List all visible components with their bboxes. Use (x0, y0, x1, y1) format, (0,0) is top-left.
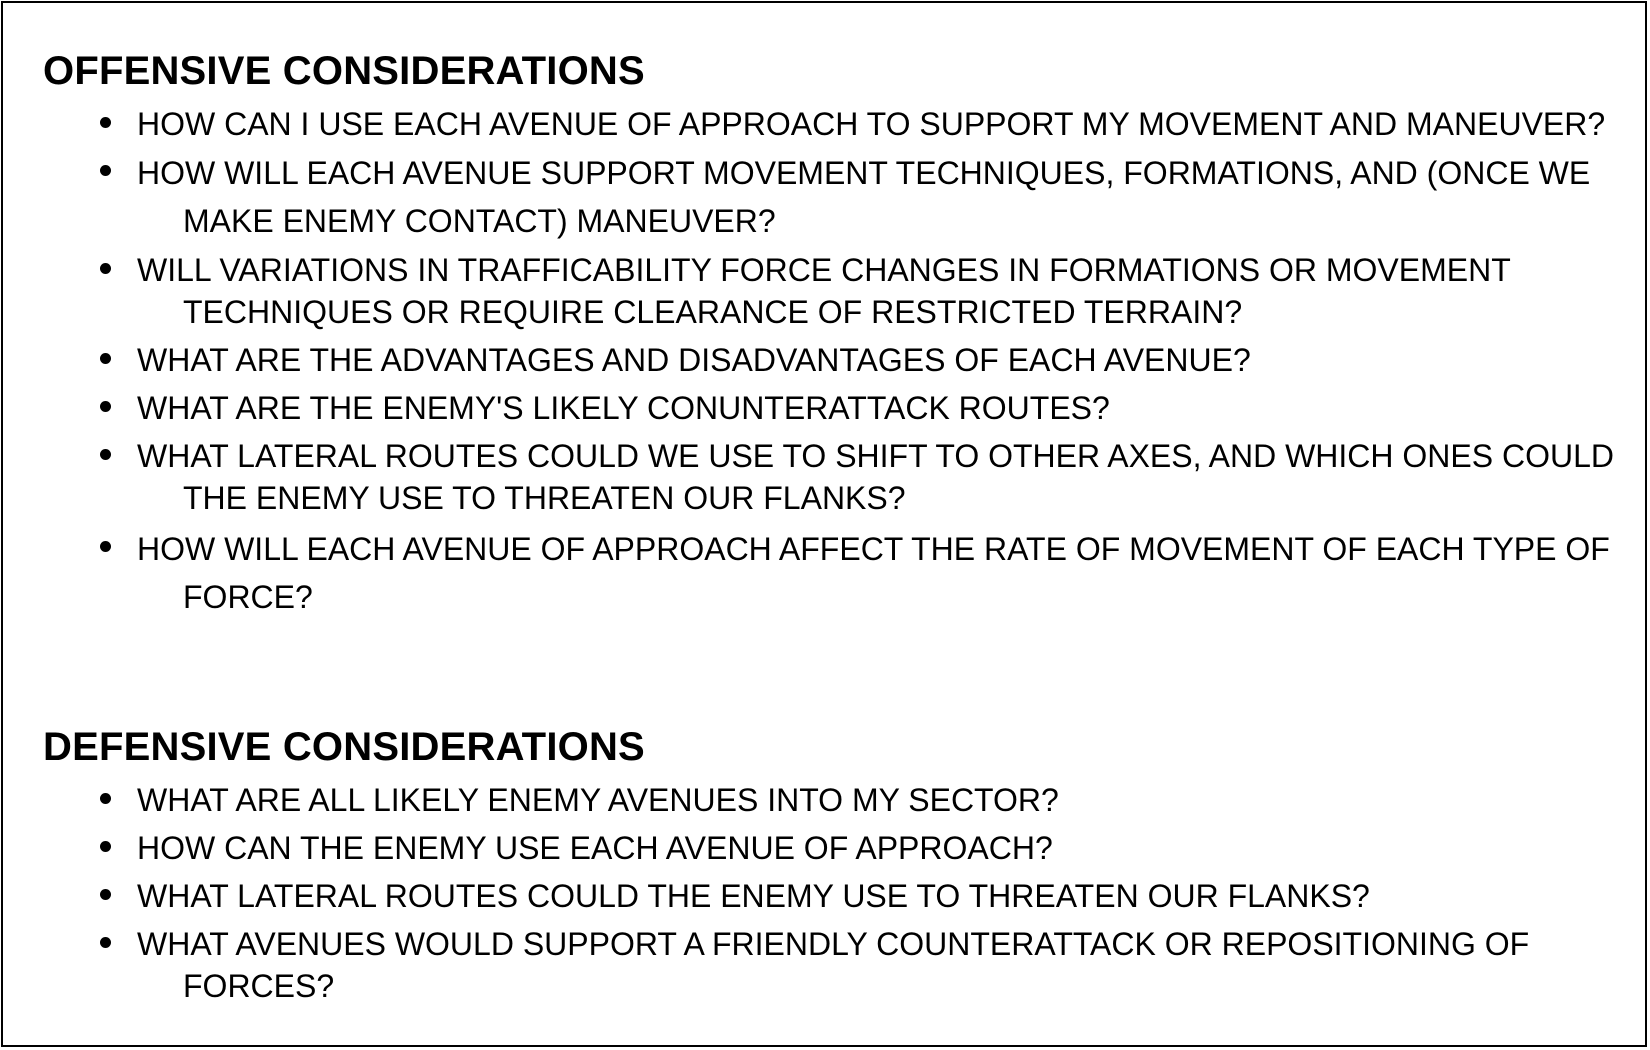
defensive-item: WHAT AVENUES WOULD SUPPORT A FRIENDLY COUNTERATTACK OR REPOSITIONING OF FORCES? (43, 923, 1625, 1007)
bullet-icon (100, 841, 111, 852)
bullet-icon (100, 165, 111, 176)
bullet-icon (100, 889, 111, 900)
defensive-item: WHAT LATERAL ROUTES COULD THE ENEMY USE TO THREATEN OUR FLANKS? (43, 875, 1625, 917)
offensive-item: WILL VARIATIONS IN TRAFFICABILITY FORCE CHANGES IN FORMATIONS OR MOVEMENT TECHNIQUES OR REQUIRE CLEARANCE OF RESTRICTED TERRAIN? (43, 249, 1625, 333)
defensive-list (43, 779, 1625, 1007)
offensive-item: WHAT LATERAL ROUTES COULD WE USE TO SHIFT TO OTHER AXES, AND WHICH ONES COULD THE ENEMY USE TO THREATEN OUR FLANKS? (43, 435, 1625, 519)
bullet-icon (100, 937, 111, 948)
offensive-item: HOW CAN I USE EACH AVENUE OF APPROACH TO SUPPORT MY MOVEMENT AND MANEUVER? (43, 103, 1625, 145)
defensive-item: HOW CAN THE ENEMY USE EACH AVENUE OF APPROACH? (43, 827, 1625, 869)
offensive-item: HOW WILL EACH AVENUE OF APPROACH AFFECT THE RATE OF MOVEMENT OF EACH TYPE OF FORCE? (43, 525, 1625, 621)
bullet-icon (100, 449, 111, 460)
offensive-section (43, 47, 1625, 621)
offensive-item: HOW WILL EACH AVENUE SUPPORT MOVEMENT TECHNIQUES, FORMATIONS, AND (ONCE WE MAKE ENEMY CONTACT) MANEUVER? (43, 149, 1625, 245)
offensive-title: OFFENSIVE CONSIDERATIONS (43, 49, 645, 93)
bullet-icon (100, 263, 111, 274)
defensive-title: DEFENSIVE CONSIDERATIONS (43, 725, 645, 769)
bullet-icon (100, 793, 111, 804)
bullet-icon (100, 353, 111, 364)
offensive-list (43, 103, 1625, 621)
offensive-item: WHAT ARE THE ENEMY'S LIKELY CONUNTERATTACK ROUTES? (43, 387, 1625, 429)
bullet-icon (100, 117, 111, 128)
bullet-icon (100, 401, 111, 412)
bullet-icon (100, 541, 111, 552)
offensive-item: WHAT ARE THE ADVANTAGES AND DISADVANTAGES OF EACH AVENUE? (43, 339, 1625, 381)
document-frame (1, 1, 1647, 1047)
defensive-item: WHAT ARE ALL LIKELY ENEMY AVENUES INTO MY SECTOR? (43, 779, 1625, 821)
defensive-section (43, 723, 1625, 1007)
